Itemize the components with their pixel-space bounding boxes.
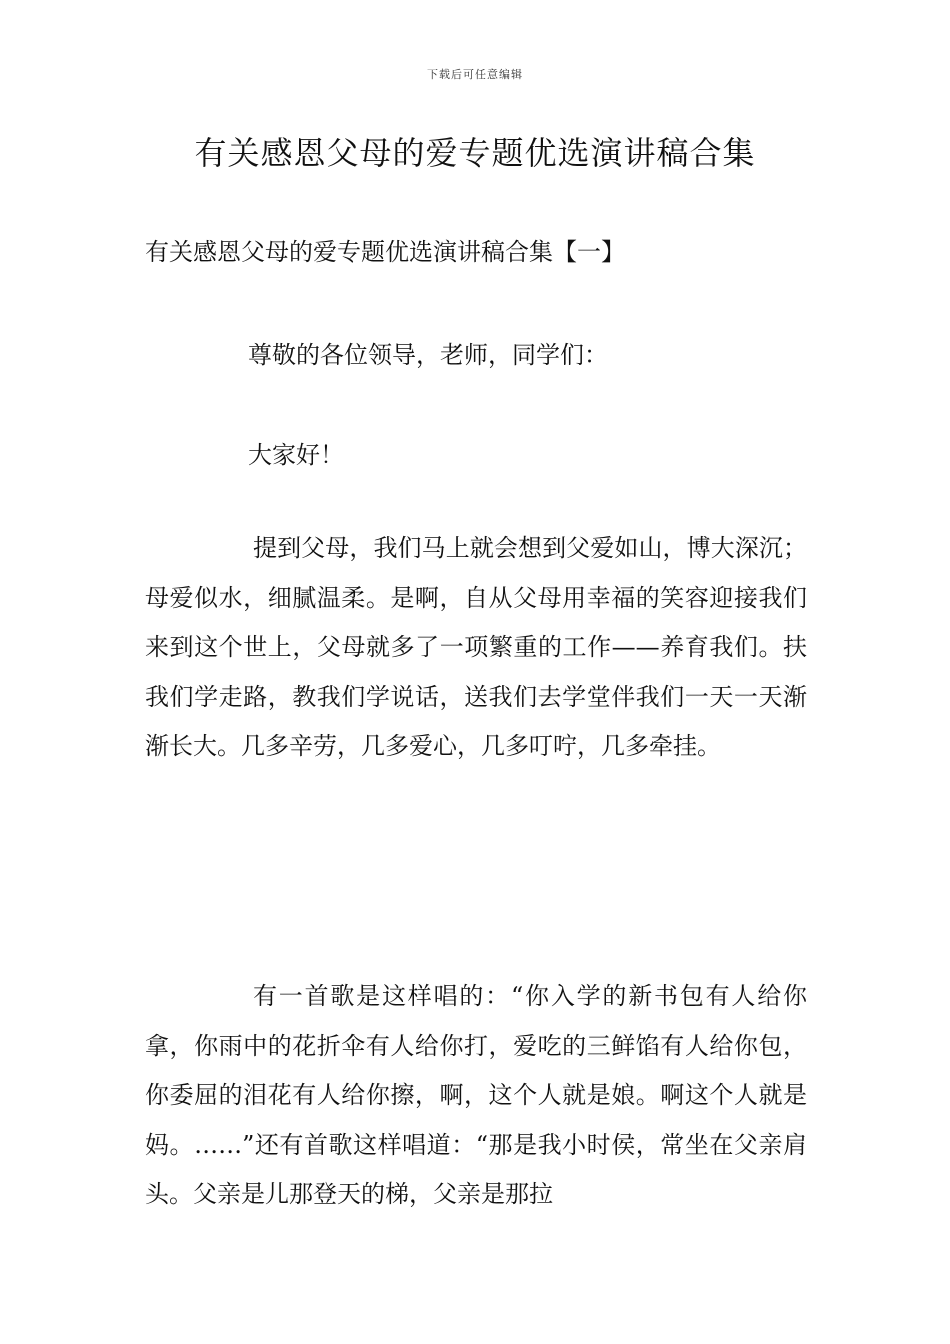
document-title: 有关感恩父母的爱专题优选演讲稿合集 [194, 134, 756, 172]
header-note: 下载后可任意编辑 [427, 68, 523, 81]
body-paragraph-2: 有一首歌是这样唱的：“你入学的新书包有人给你拿，你雨中的花折伞有人给你打，爱吃的三鲜馅有人给你包，你委屈的泪花有人给你擦，啊，这个人就是娘。啊这个人就是妈。……”还有首歌这样唱道：“那是我小时侯，常坐在父亲肩头。父亲是儿那登天的梯，父亲是那拉 [145, 982, 807, 1208]
body-paragraph-1: 提到父母，我们马上就会想到父爱如山，博大深沉；母爱似水，细腻温柔。是啊，自从父母用幸福的笑容迎接我们来到这个世上，父母就多了一项繁重的工作——养育我们。扶我们学走路，教我们学说话，送我们去学堂伴我们一天一天渐渐长大。几多辛劳，几多爱心，几多叮咛，几多牵挂。 [145, 534, 807, 760]
section-title: 有关感恩父母的爱专题优选演讲稿合集【一】 [145, 238, 625, 266]
greeting: 大家好！ [248, 441, 344, 469]
salutation: 尊敬的各位领导，老师，同学们： [248, 341, 608, 369]
